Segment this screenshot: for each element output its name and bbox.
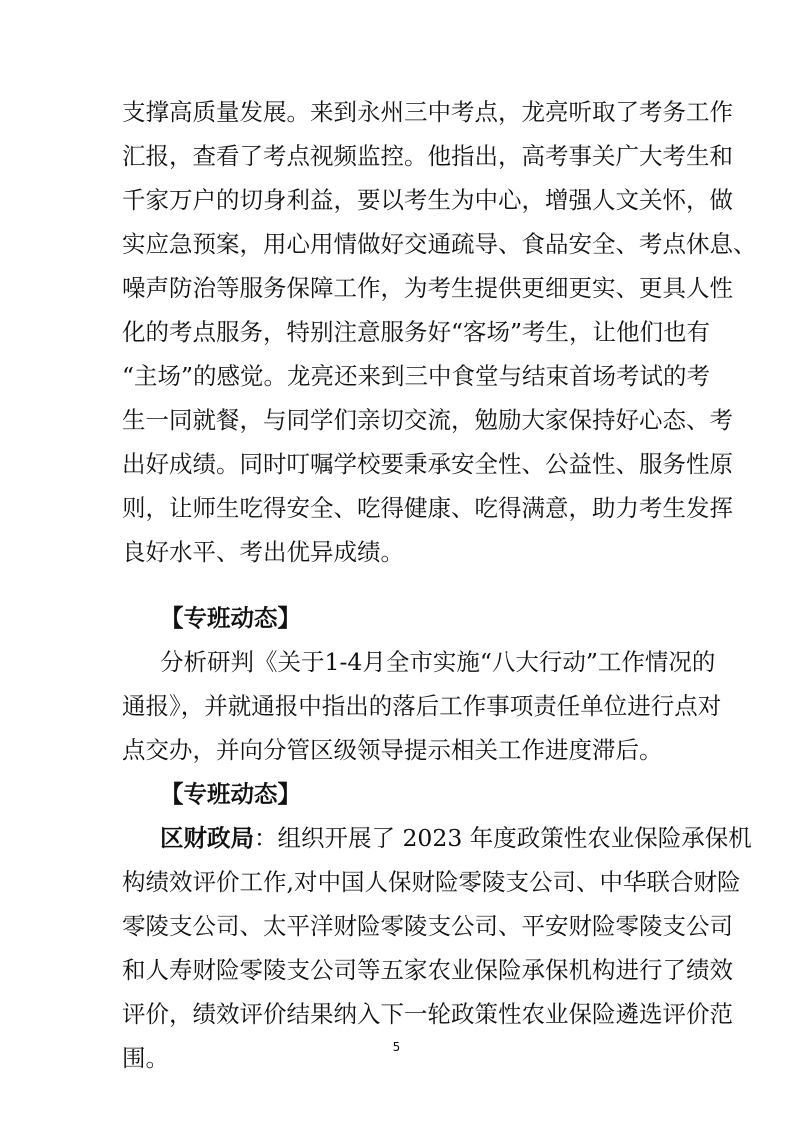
paragraph-line: 通报》，并就通报中指出的落后工作事项责任单位进行点对 bbox=[122, 692, 722, 720]
paragraph-line: 化的考点服务，特别注意服务好“客场”考生，让他们也有 bbox=[122, 318, 711, 346]
paragraph-line: 汇报，查看了考点视频监控。他指出，高考事关广大考生和 bbox=[122, 142, 733, 170]
paragraph-line: 构绩效评价工作,对中国人保财险零陵支公司、中华联合财险 bbox=[122, 868, 741, 896]
paragraph-line: 支撑高质量发展。来到永州三中考点，龙亮听取了考务工作 bbox=[122, 98, 733, 126]
paragraph-line: 生一同就餐，与同学们亲切交流，勉励大家保持好心态、考 bbox=[122, 406, 733, 434]
paragraph-line: 点交办，并向分管区级领导提示相关工作进度滞后。 bbox=[122, 736, 663, 764]
paragraph-line: 围。 bbox=[122, 1044, 169, 1072]
paragraph-line: 良好水平、考出优异成绩。 bbox=[122, 538, 404, 566]
paragraph-line: 千家万户的切身利益，要以考生为中心，增强人文关怀，做 bbox=[122, 186, 733, 214]
section-heading-dept: 【专班动态】 bbox=[160, 780, 301, 808]
paragraph-line: 出好成绩。同时叮嘱学校要秉承安全性、公益性、服务性原 bbox=[122, 450, 733, 478]
paragraph-line: 则，让师生吃得安全、吃得健康、吃得满意，助力考生发挥 bbox=[122, 494, 733, 522]
paragraph-line: 噪声防治等服务保障工作，为考生提供更细更实、更具人性 bbox=[122, 274, 733, 302]
page-number: 5 bbox=[392, 1040, 401, 1054]
paragraph-line: “主场”的感觉。龙亮还来到三中食堂与结束首场考试的考 bbox=[122, 362, 711, 390]
paragraph-line: 零陵支公司、太平洋财险零陵支公司、平安财险零陵支公司 bbox=[122, 912, 733, 940]
paragraph-line: 和人寿财险零陵支公司等五家农业保险承保机构进行了绩效 bbox=[122, 956, 733, 984]
finance-first-line-text: ：组织开展了 2023 年度政策性农业保险承保机 bbox=[254, 824, 752, 852]
paragraph-line: 评价，绩效评价结果纳入下一轮政策性农业保险遴选评价范 bbox=[122, 1000, 733, 1028]
section-heading-special: 【专班动态】 bbox=[160, 604, 301, 632]
paragraph-line: 分析研判《关于1-4月全市实施“八大行动”工作情况的 bbox=[160, 648, 716, 676]
paragraph-line: 实应急预案，用心用情做好交通疏导、食品安全、考点休息、 bbox=[122, 230, 757, 258]
finance-first-line bbox=[160, 818, 752, 858]
finance-label: 区财政局 bbox=[160, 824, 254, 852]
